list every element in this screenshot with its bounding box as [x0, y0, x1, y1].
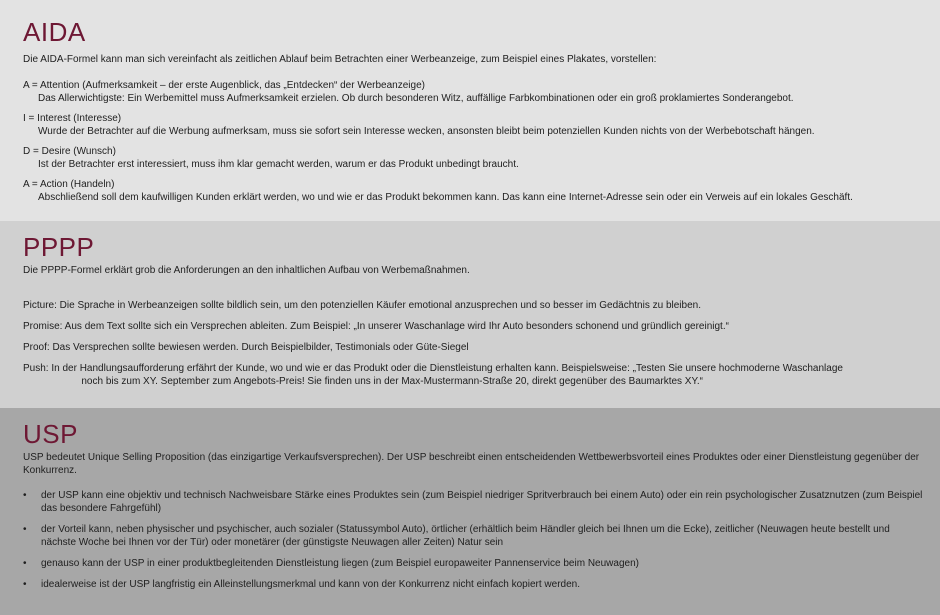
bullet-icon: •	[23, 579, 27, 590]
usp-item-text: genauso kann der USP in einer produktbegleitenden Dienstleistung liegen (zum Beispiel europaweiter Pannenservice beim Neuwagen)	[41, 558, 639, 569]
usp-list	[23, 489, 926, 591]
aida-desc: Wurde der Betrachter auf die Werbung aufmerksam, muss sie sofort sein Interesse wecken, ansonsten bleibt beim potenziellen Kunden nichts von der Werbebotschaft hängen.	[38, 126, 815, 137]
aida-desc: Abschließend soll dem kaufwilligen Kunden erklärt werden, wo und wie er das Produkt bekommen kann. Das kann eine Internet-Adresse sein oder ein Verweis auf ein lokales Geschäft.	[38, 192, 853, 203]
usp-item-text: der Vorteil kann, neben physischer und psychischer, auch sozialer (Statussymbol Auto), örtlicher (erhältlich beim Händler gleich bei Ihnen um die Ecke), zeitlicher (Neuwagen heute bestellt und nächste Woche bei Ihnen vor der Tür) oder monetärer (der günstigste Neuwagen aller Zeiten) Natur sein	[41, 524, 890, 548]
pppp-section	[0, 221, 940, 408]
pppp-picture: Picture: Die Sprache in Werbeanzeigen sollte bildlich sein, um den potenziellen Käufer emotional anzusprechen und so besser im Gedächtnis zu bleiben.	[23, 300, 701, 311]
aida-term: A = Action (Handeln)	[23, 179, 115, 190]
list-item	[23, 557, 926, 570]
aida-intro: Die AIDA-Formel kann man sich vereinfacht als zeitlichen Ablauf beim Betrachten einer Werbeanzeige, zum Beispiel eines Plakates, vorstellen:	[23, 54, 657, 65]
pppp-push	[23, 362, 926, 388]
pppp-intro: Die PPPP-Formel erklärt grob die Anforderungen an den inhaltlichen Aufbau von Werbemaßnahmen.	[23, 265, 470, 276]
usp-item-text: der USP kann eine objektiv und technisch Nachweisbare Stärke eines Produktes sein (zum Beispiel niedriger Spritverbrauch bei einem Auto) oder ein rein psychologischer Zusatznutzen (zum Beispiel das besondere Fahrgefühl)	[41, 490, 923, 514]
aida-desire	[23, 145, 926, 171]
list-item	[23, 523, 926, 549]
bullet-icon: •	[23, 524, 27, 535]
aida-term: A = Attention (Aufmerksamkeit – der erste Augenblick, das „Entdecken“ der Werbeanzeige)	[23, 80, 425, 91]
aida-attention	[23, 79, 926, 105]
usp-section	[0, 408, 940, 615]
aida-term: I = Interest (Interesse)	[23, 113, 122, 124]
list-item	[23, 489, 926, 515]
aida-interest	[23, 112, 926, 138]
list-item	[23, 578, 926, 591]
aida-desc: Ist der Betrachter erst interessiert, muss ihm klar gemacht werden, warum er das Produkt unbedingt braucht.	[38, 159, 519, 170]
pppp-push-label: Push:	[23, 363, 52, 374]
pppp-push-line1: In der Handlungsaufforderung erfährt der Kunde, wo und wie er das Produkt oder die Dienstleistung erhalten kann. Beispielsweise: „Testen Sie unsere hochmoderne Waschanlage	[51, 363, 843, 374]
usp-intro: USP bedeutet Unique Selling Proposition (das einzigartige Verkaufsversprechen). Der USP beschreibt einen entscheidenden Wettbewerbsvorteil eines Produktes oder einer Dienstleistung gegenüber der Konkurrenz.	[23, 452, 920, 476]
aida-heading: AIDA	[23, 17, 86, 47]
usp-item-text: idealerweise ist der USP langfristig ein Alleinstellungsmerkmal und kann von der Konkurrenz nicht einfach kopiert werden.	[41, 579, 580, 590]
aida-desc: Das Allerwichtigste: Ein Werbemittel muss Aufmerksamkeit erzielen. Ob durch besonderen Witz, auffällige Farbkombinationen oder ein groß proklamiertes Sonderangebot.	[38, 93, 794, 104]
bullet-icon: •	[23, 558, 27, 569]
pppp-proof: Proof: Das Versprechen sollte bewiesen werden. Durch Beispielbilder, Testimonials oder Güte-Siegel	[23, 342, 469, 353]
aida-term: D = Desire (Wunsch)	[23, 146, 116, 157]
pppp-promise: Promise: Aus dem Text sollte sich ein Versprechen ableiten. Zum Beispiel: „In unserer Waschanlage wird Ihr Auto besonders schonend und gründlich gereinigt.“	[23, 321, 729, 332]
pppp-heading: PPPP	[23, 232, 95, 262]
pppp-push-line2: noch bis zum XY. September zum Angebots-Preis! Sie finden uns in der Max-Mustermann-Straße 20, direkt gegenüber des Baumarktes XY.“	[81, 376, 703, 387]
pppp-push-text	[51, 362, 926, 388]
usp-heading: USP	[23, 419, 78, 449]
aida-action	[23, 178, 926, 204]
bullet-icon: •	[23, 490, 27, 501]
aida-section	[0, 0, 940, 221]
